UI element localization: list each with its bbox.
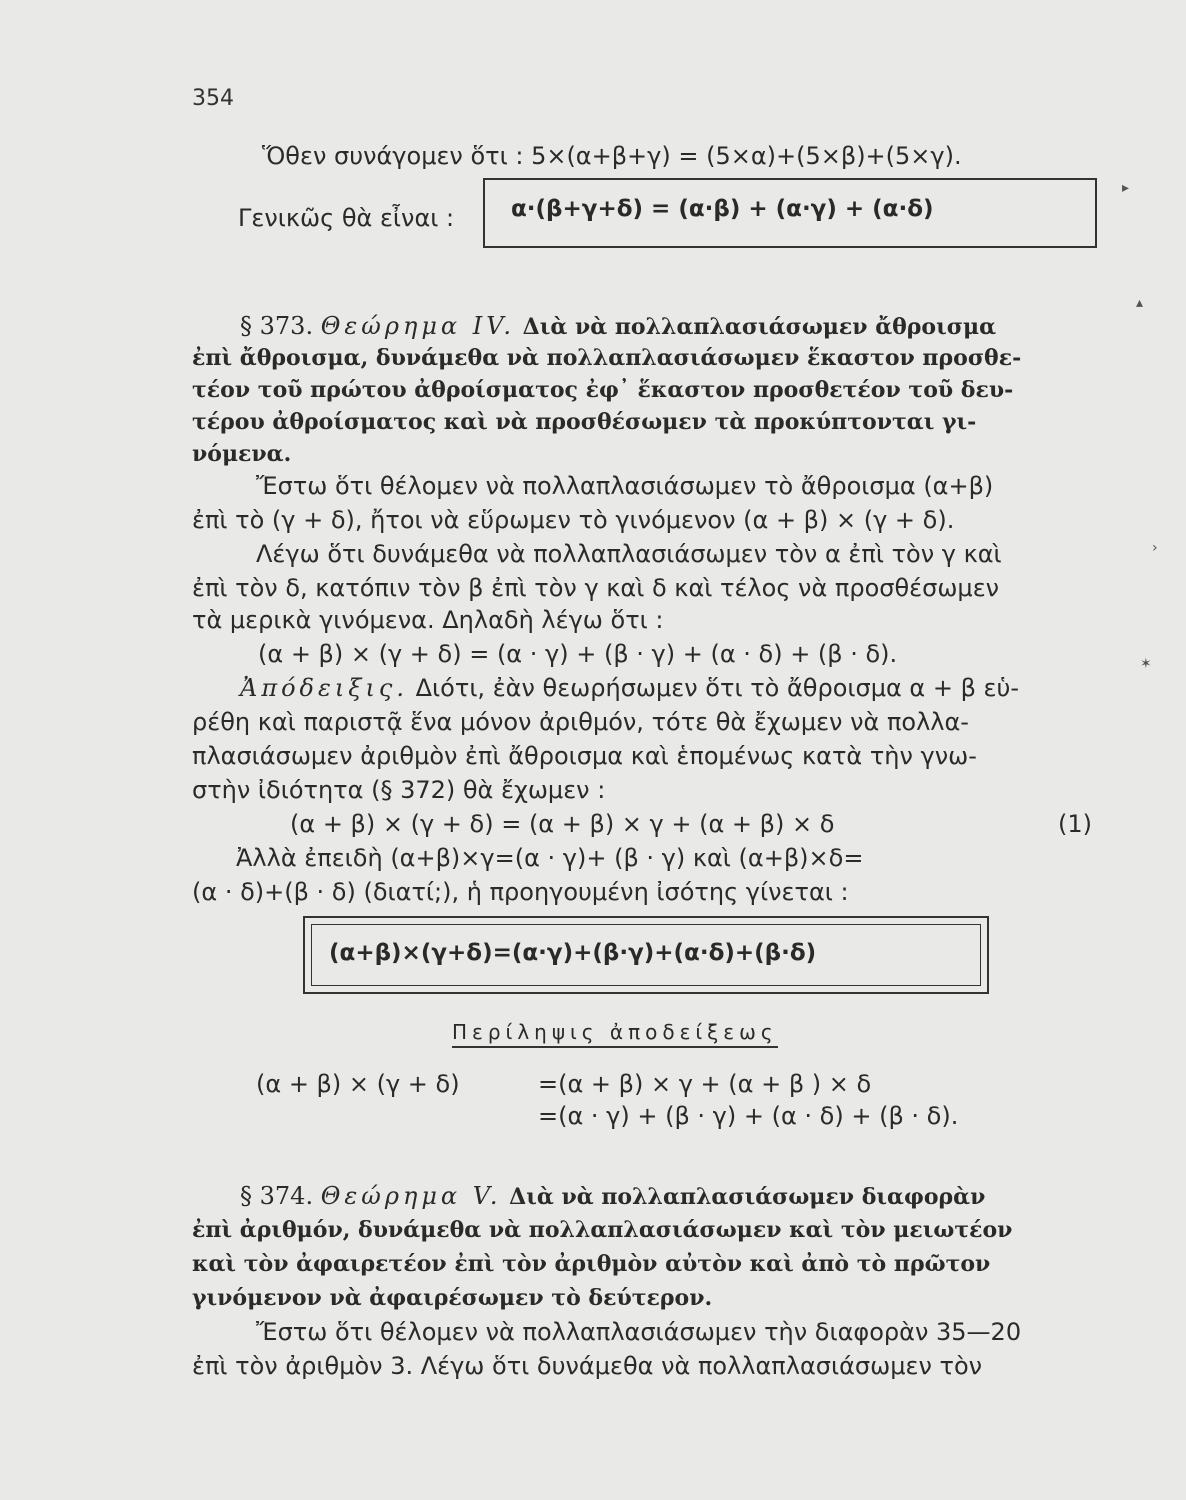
theorem-title-v: Θεώρημα V. (320, 1182, 502, 1210)
section-number-373: § 373. (240, 312, 314, 340)
margin-mark: ✶ (1140, 656, 1152, 672)
paragraph-3-line-2: (α · δ)+(β · δ) (διατί;), ἡ προηγουμένη ἰσότης γίνεται : (192, 878, 849, 906)
theorem-373-heading (240, 310, 996, 343)
general-label: Γενικῶς θὰ εἶναι : (238, 204, 455, 232)
proof-line-4: στὴν ἰδιότητα (§ 372) θὰ ἔχωμεν : (192, 776, 606, 804)
paragraph-3-line-1: Ἀλλὰ ἐπειδὴ (α+β)×γ=(α · γ)+ (β · γ) καὶ (α+β)×δ= (236, 844, 864, 872)
theorem-374-text-4: γινόμενον νὰ ἀφαιρέσωμεν τὸ δεύτερον. (192, 1285, 713, 1311)
proof-label: Ἀπόδειξις. (240, 674, 408, 702)
theorem-373-text-1: Διὰ νὰ πολλαπλασιάσωμεν ἄθροισμα (522, 314, 996, 340)
summary-rhs-2: =(α · γ) + (β · γ) + (α · δ) + (β · δ). (538, 1102, 959, 1130)
equation-1: (α + β) × (γ + δ) = (α + β) × γ + (α + β) × δ (290, 810, 835, 838)
equation-claim: (α + β) × (γ + δ) = (α · γ) + (β · γ) + (α · δ) + (β · δ). (258, 640, 898, 668)
proof-line-3: πλασιάσωμεν ἀριθμὸν ἐπὶ ἄθροισμα καὶ ἑπομένως κατὰ τὴν γνω- (192, 742, 977, 770)
theorem-373-text-2: ἐπὶ ἄθροισμα, δυνάμεθα νὰ πολλαπλασιάσωμεν ἕκαστον προσθε- (192, 345, 1022, 371)
theorem-373-text-5: νόμενα. (192, 441, 292, 467)
theorem-374-text-3: καὶ τὸν ἀφαιρετέον ἐπὶ τὸν ἀριθμὸν αὐτὸν καὶ ἀπὸ τὸ πρῶτον (192, 1251, 991, 1277)
theorem-374-text-2: ἐπὶ ἀριθμόν, δυνάμεθα νὰ πολλαπλασιάσωμεν καὶ τὸν μειωτέον (192, 1217, 1013, 1243)
paragraph-2-line-1: Λέγω ὅτι δυνάμεθα νὰ πολλαπλασιάσωμεν τὸν α ἐπὶ τὸν γ καὶ (256, 540, 1002, 568)
proof-line-2: ρέθη καὶ παριστᾷ ἕνα μόνον ἀριθμόν, τότε θὰ ἔχωμεν νὰ πολλα- (192, 708, 969, 736)
margin-mark: › (1152, 540, 1158, 556)
formula-product-of-sums: (α+β)×(γ+δ)=(α·γ)+(β·γ)+(α·δ)+(β·δ) (329, 940, 817, 966)
summary-lhs: (α + β) × (γ + δ) (256, 1070, 460, 1098)
formula-box-product-of-sums (303, 916, 989, 994)
proof-line-1 (240, 672, 1019, 704)
theorem-373-text-3: τέον τοῦ πρώτου ἀθροίσματος ἐφ᾽ ἕκαστον προσθετέον τοῦ δευ- (192, 377, 1014, 403)
conclusion-line: Ὅθεν συνάγομεν ὅτι : 5×(α+β+γ) = (5×α)+(5×β)+(5×γ). (262, 142, 962, 170)
theorem-title-iv: Θεώρημα IV. (320, 312, 516, 340)
theorem-374-heading (240, 1180, 985, 1213)
paragraph-1-line-1: Ἔστω ὅτι θέλομεν νὰ πολλαπλασιάσωμεν τὸ ἄθροισμα (α+β) (256, 472, 994, 500)
theorem-373-text-4: τέρου ἀθροίσματος καὶ νὰ προσθέσωμεν τὰ προκύπτονται γι- (192, 409, 977, 435)
theorem-374-text-1: Διὰ νὰ πολλαπλασιάσωμεν διαφορὰν (509, 1184, 986, 1210)
margin-mark: ▴ (1136, 295, 1144, 311)
proof-text-1: Διότι, ἐὰν θεωρήσωμεν ὅτι τὸ ἄθροισμα α + β εὑ- (415, 674, 1020, 702)
section-number-374: § 374. (240, 1182, 314, 1210)
formula-distributive: α·(β+γ+δ) = (α·β) + (α·γ) + (α·δ) (511, 196, 934, 222)
paragraph-1-line-2: ἐπὶ τὸ (γ + δ), ἤτοι νὰ εὕρωμεν τὸ γινόμενον (α + β) × (γ + δ). (192, 506, 955, 534)
equation-1-number: (1) (1058, 810, 1092, 838)
paragraph-4-line-2: ἐπὶ τὸν ἀριθμὸν 3. Λέγω ὅτι δυνάμεθα νὰ πολλαπλασιάσωμεν τὸν (192, 1352, 983, 1380)
formula-box-distributive (483, 178, 1097, 248)
summary-rhs-1: =(α + β) × γ + (α + β ) × δ (538, 1070, 872, 1098)
paragraph-2-line-3: τὰ μερικὰ γινόμενα. Δηλαδὴ λέγω ὅτι : (192, 606, 664, 634)
paragraph-4-line-1: Ἔστω ὅτι θέλομεν νὰ πολλαπλασιάσωμεν τὴν διαφορὰν 35—20 (256, 1318, 1022, 1346)
page-number: 354 (192, 86, 234, 111)
margin-mark: ▸ (1122, 180, 1130, 196)
paragraph-2-line-2: ἐπὶ τὸν δ, κατόπιν τὸν β ἐπὶ τὸν γ καὶ δ καὶ τέλος νὰ προσθέσωμεν (192, 574, 1000, 602)
proof-summary-title: Περίληψις ἀποδείξεως (452, 1020, 778, 1048)
